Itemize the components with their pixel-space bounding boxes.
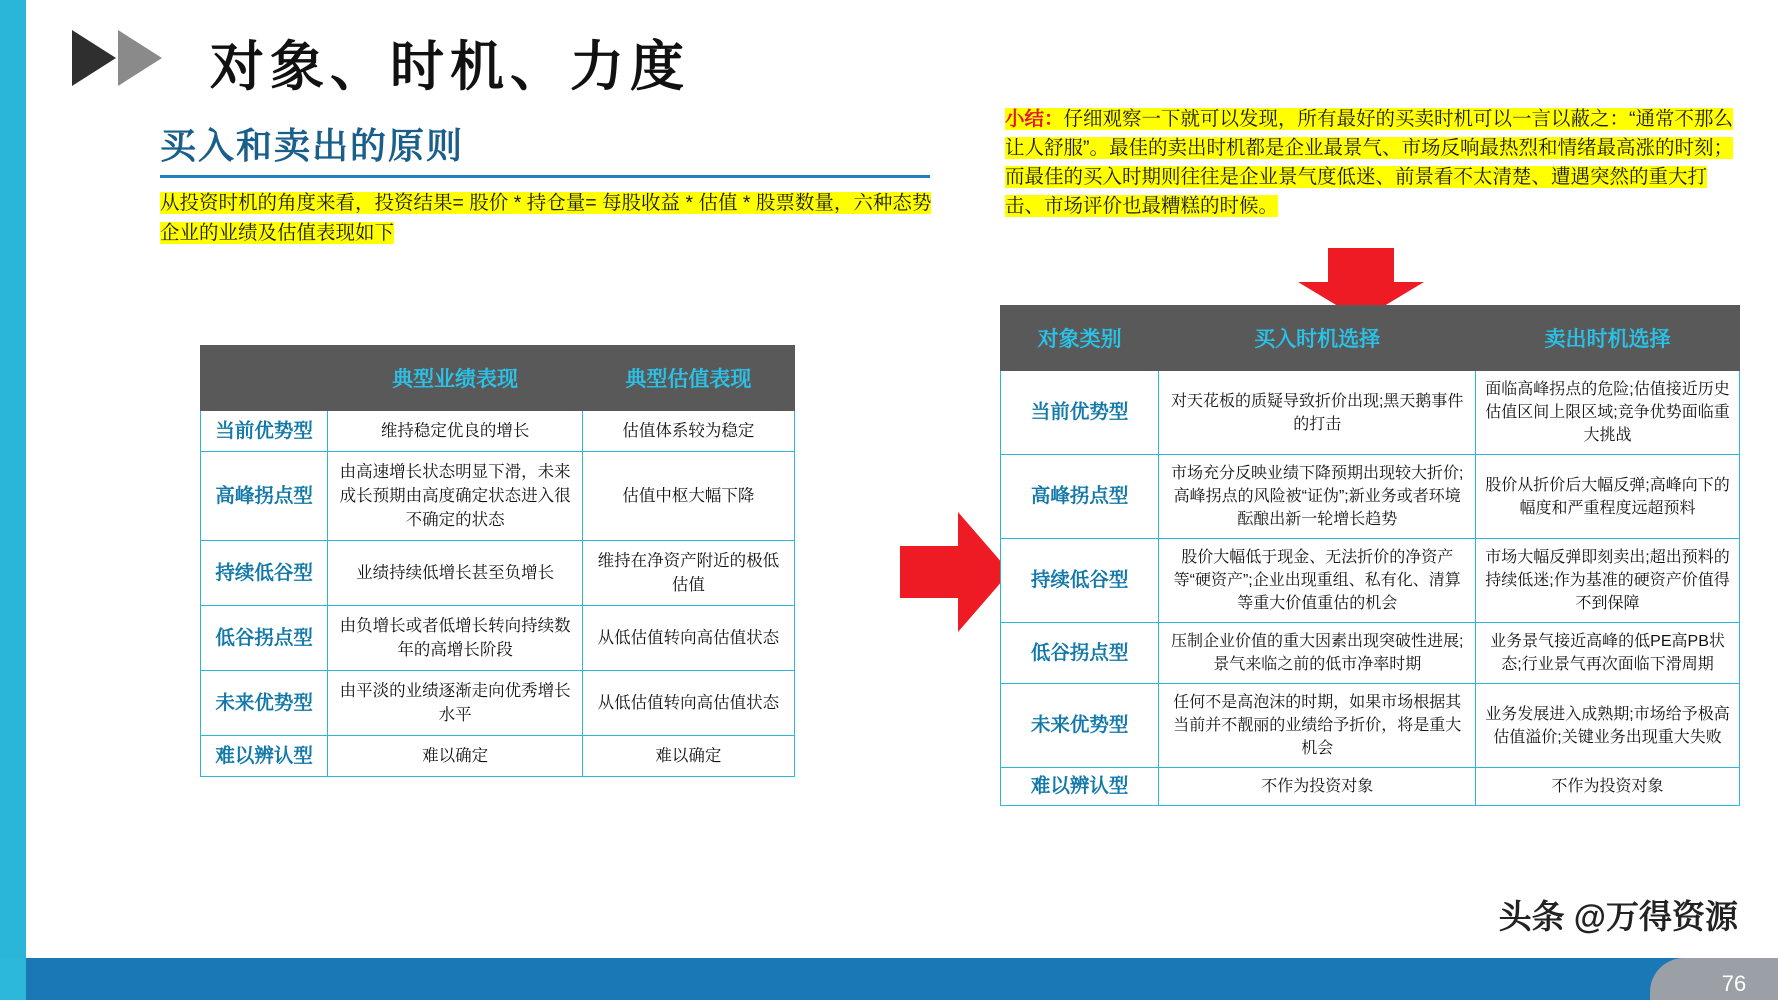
- row-performance: 由高速增长状态明显下滑，未来成长预期由高度确定状态进入很不确定的状态: [328, 452, 583, 541]
- bottom-bar-accent: [0, 958, 26, 1000]
- row-sell-timing: 市场大幅反弹即刻卖出;超出预料的持续低迷;作为基准的硬资产价值得不到保障: [1476, 539, 1740, 623]
- table-performance-valuation: [200, 345, 795, 777]
- table-right-header-2: 卖出时机选择: [1476, 306, 1740, 371]
- table-row: [201, 671, 795, 736]
- row-valuation: 从低估值转向高估值状态: [582, 671, 794, 736]
- table-row: [1001, 371, 1740, 455]
- page-number: 76: [1650, 958, 1778, 1000]
- table-row: [201, 411, 795, 452]
- table-row: [201, 736, 795, 777]
- row-valuation: 估值体系较为稳定: [582, 411, 794, 452]
- table-row: [201, 606, 795, 671]
- row-category: 难以辨认型: [1001, 768, 1159, 806]
- row-performance: 由负增长或者低增长转向持续数年的高增长阶段: [328, 606, 583, 671]
- row-sell-timing: 不作为投资对象: [1476, 768, 1740, 806]
- left-accent-bar: [0, 0, 26, 1000]
- section-subtitle: 买入和卖出的原则: [160, 125, 465, 166]
- row-category: 当前优势型: [201, 411, 328, 452]
- table-left-header-1: 典型业绩表现: [328, 346, 583, 411]
- table-row: [201, 541, 795, 606]
- row-category: 当前优势型: [1001, 371, 1159, 455]
- row-category: 持续低谷型: [201, 541, 328, 606]
- subtitle-divider: [160, 175, 930, 178]
- row-valuation: 维持在净资产附近的极低估值: [582, 541, 794, 606]
- table-row: [1001, 768, 1740, 806]
- row-category: 高峰拐点型: [1001, 455, 1159, 539]
- summary-text: 仔细观察一下就可以发现，所有最好的买卖时机可以一言以蔽之：“通常不那么让人舒服”。最佳的卖出时机都是企业最景气、市场反响最热烈和情绪最高涨的时刻；而最佳的买入时期则往往是企业景气度低迷、前景看不太清楚、遭遇突然的重大打击、市场评价也最糟糕的时候。: [1005, 108, 1734, 217]
- table-header-row: [201, 346, 795, 411]
- summary-label: 小结：: [1005, 108, 1064, 130]
- double-chevron-icon: [72, 28, 182, 88]
- table-row: [1001, 684, 1740, 768]
- table-right-header-1: 买入时机选择: [1159, 306, 1476, 371]
- row-buy-timing: 对天花板的质疑导致折价出现;黑天鹅事件的打击: [1159, 371, 1476, 455]
- row-buy-timing: 不作为投资对象: [1159, 768, 1476, 806]
- row-sell-timing: 股价从折价后大幅反弹;高峰向下的幅度和严重程度远超预料: [1476, 455, 1740, 539]
- row-performance: 难以确定: [328, 736, 583, 777]
- row-performance: 由平淡的业绩逐渐走向优秀增长水平: [328, 671, 583, 736]
- row-buy-timing: 股价大幅低于现金、无法折价的净资产等“硬资产”;企业出现重组、私有化、清算等重大价值重估的机会: [1159, 539, 1476, 623]
- row-valuation: 估值中枢大幅下降: [582, 452, 794, 541]
- table-buy-sell-timing: [1000, 305, 1740, 806]
- watermark-text: 头条 @万得资源: [1498, 898, 1738, 935]
- table-header-row: [1001, 306, 1740, 371]
- row-category: 低谷拐点型: [1001, 623, 1159, 684]
- row-category: 难以辨认型: [201, 736, 328, 777]
- row-sell-timing: 业务景气接近高峰的低PE高PB状态;行业景气再次面临下滑周期: [1476, 623, 1740, 684]
- intro-text: 从投资时机的角度来看，投资结果= 股价 * 持仓量= 每股收益 * 估值 * 股票数量，六种态势企业的业绩及估值表现如下: [160, 192, 932, 244]
- page-title: 对象、时机、力度: [210, 37, 690, 97]
- row-buy-timing: 市场充分反映业绩下降预期出现较大折价;高峰拐点的风险被“证伪”;新业务或者环境酝酿出新一轮增长趋势: [1159, 455, 1476, 539]
- row-sell-timing: 面临高峰拐点的危险;估值接近历史估值区间上限区域;竞争优势面临重大挑战: [1476, 371, 1740, 455]
- watermark: [1499, 891, 1738, 938]
- row-category: 持续低谷型: [1001, 539, 1159, 623]
- intro-paragraph: [160, 188, 935, 248]
- row-valuation: 难以确定: [582, 736, 794, 777]
- summary-block: [1005, 105, 1740, 221]
- table-row: [1001, 539, 1740, 623]
- row-performance: 维持稳定优良的增长: [328, 411, 583, 452]
- table-right-header-0: 对象类别: [1001, 306, 1159, 371]
- table-row: [201, 452, 795, 541]
- row-valuation: 从低估值转向高估值状态: [582, 606, 794, 671]
- row-category: 未来优势型: [1001, 684, 1159, 768]
- row-buy-timing: 压制企业价值的重大因素出现突破性进展;景气来临之前的低市净率时期: [1159, 623, 1476, 684]
- table-row: [1001, 455, 1740, 539]
- table-row: [1001, 623, 1740, 684]
- row-performance: 业绩持续低增长甚至负增长: [328, 541, 583, 606]
- row-category: 低谷拐点型: [201, 606, 328, 671]
- arrow-right-icon: [900, 512, 1010, 632]
- row-buy-timing: 任何不是高泡沫的时期，如果市场根据其当前并不靓丽的业绩给予折价，将是重大机会: [1159, 684, 1476, 768]
- table-left-header-2: 典型估值表现: [582, 346, 794, 411]
- row-sell-timing: 业务发展进入成熟期;市场给予极高估值溢价;关键业务出现重大失败: [1476, 684, 1740, 768]
- table-left-header-0: [201, 346, 328, 411]
- row-category: 未来优势型: [201, 671, 328, 736]
- row-category: 高峰拐点型: [201, 452, 328, 541]
- bottom-bar: [0, 958, 1778, 1000]
